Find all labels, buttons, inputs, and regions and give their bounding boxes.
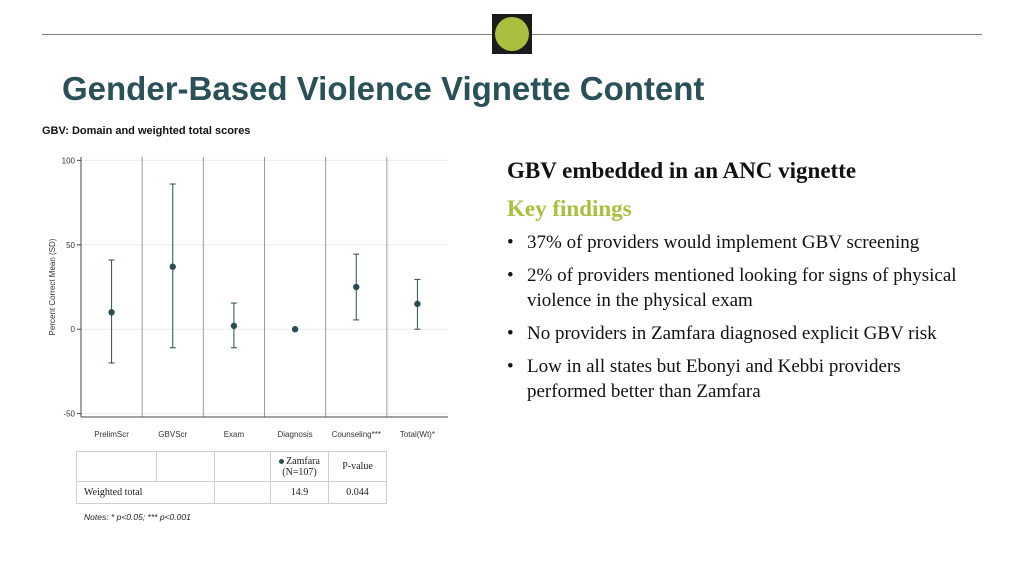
logo-circle-icon [495, 17, 529, 51]
x-tick-label: PrelimScr [94, 430, 129, 439]
list-item [507, 230, 977, 255]
panel-subtitle: GBV embedded in an ANC vignette [507, 158, 857, 183]
data-point [414, 301, 420, 307]
list-item [507, 321, 977, 346]
findings-panel [507, 158, 977, 412]
y-tick-label: -50 [63, 409, 75, 419]
y-tick-label: 50 [66, 240, 75, 250]
y-tick-label: 0 [70, 325, 75, 335]
top-rule-left [42, 34, 492, 35]
bullet-icon: • [507, 232, 514, 253]
table-header-empty [157, 452, 215, 482]
row-pvalue: 0.044 [329, 482, 387, 504]
notes: Notes: * p<0.05; *** p<0.001 [84, 512, 191, 522]
table-header-pvalue: P-value [329, 452, 387, 482]
x-tick-label: GBVScr [158, 430, 188, 439]
findings-title: Key findings [507, 196, 632, 221]
zamfara-marker-icon [279, 459, 284, 464]
data-point [170, 264, 176, 270]
x-tick-label: Total(Wt)* [399, 430, 435, 439]
logo-badge [492, 14, 532, 54]
finding-text: 2% of providers mentioned looking for signs of physical violence in the physical exam [527, 265, 957, 311]
top-rule-right [532, 34, 982, 35]
finding-text: 37% of providers would implement GBV screening [527, 232, 920, 253]
bullet-icon: • [507, 265, 514, 286]
y-axis-label: Percent Correct Mean (SD) [48, 238, 57, 336]
table-header-row [77, 452, 387, 482]
data-point [231, 323, 237, 329]
row-value: 14.9 [271, 482, 329, 504]
stats-table [76, 451, 387, 504]
bullet-icon: • [507, 323, 514, 344]
x-tick-label: Counseling*** [331, 430, 381, 439]
slide-title: Gender-Based Violence Vignette Content [62, 70, 705, 107]
table-header-zamfara [271, 452, 329, 482]
table-cell-empty [215, 482, 271, 504]
x-tick-label: Exam [223, 430, 245, 439]
list-item [507, 263, 977, 313]
finding-text: Low in all states but Ebonyi and Kebbi providers performed better than Zamfara [527, 356, 901, 402]
table-header-empty [77, 452, 157, 482]
bullet-icon: • [507, 356, 514, 377]
row-label: Weighted total [77, 482, 215, 504]
x-tick-label: Diagnosis [277, 430, 313, 439]
zamfara-label: Zamfara [286, 455, 320, 467]
table-row [77, 482, 387, 504]
y-tick-label: 100 [61, 156, 75, 166]
data-point [108, 309, 114, 315]
table-header-empty [215, 452, 271, 482]
chart-heading: GBV: Domain and weighted total scores [42, 125, 251, 137]
zamfara-n: (N=107) [282, 466, 317, 478]
data-point [292, 326, 298, 332]
gbv-domain-chart [40, 145, 460, 445]
finding-text: No providers in Zamfara diagnosed explicit GBV risk [527, 323, 937, 344]
data-point [353, 284, 359, 290]
findings-list [507, 230, 977, 404]
list-item [507, 354, 977, 404]
